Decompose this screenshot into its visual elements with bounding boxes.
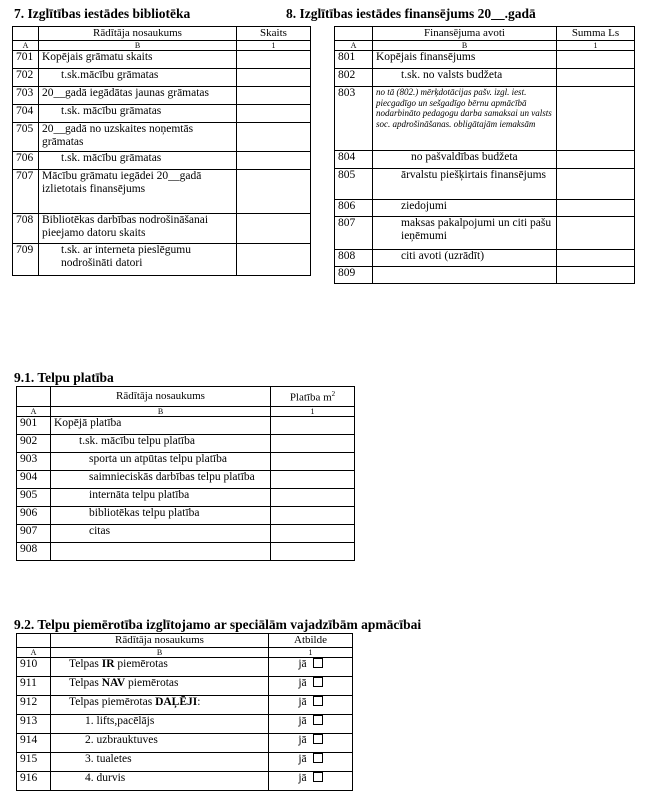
value-cell[interactable] bbox=[237, 51, 311, 69]
section-8-title: 8. Izglītības iestādes finansējums 20__.gadā bbox=[286, 6, 536, 21]
library-table: Rādītāja nosaukums Skaits A B 1 701 Kopējais grāmatu skaits 702 t.sk.mācību grāmatas 703 20__gadā iegādātas jaunas grāmatas 704 t.sk. mācību grāmatas 705 20__gadā no uzskaites noņemtās grāmatas 706 t.sk. mācību grāmatas 707 Mācību grāmatu iegādei 20__gadā izlietotais finansējums 708 Bibliotēkas darbības nodrošināšanai pieejamo datoru skaits 709 t.sk. ar interneta pieslēgumu nodrošināti datori bbox=[12, 26, 311, 276]
table-row: 709 t.sk. ar interneta pieslēgumu nodrošināti datori bbox=[13, 244, 311, 276]
value-cell[interactable] bbox=[271, 471, 355, 489]
col-header-value: Platība $m^2$ bbox=[271, 387, 355, 407]
checkbox[interactable] bbox=[313, 753, 323, 763]
table-row: 702 t.sk.mācību grāmatas bbox=[13, 69, 311, 87]
table-row: 701 Kopējais grāmatu skaits bbox=[13, 51, 311, 69]
value-cell[interactable] bbox=[557, 87, 635, 151]
col-header-name: Rādītāja nosaukums bbox=[39, 27, 237, 41]
table-row: 901 Kopējā platība bbox=[17, 417, 355, 435]
table-row: 916 4. durvis jā bbox=[17, 772, 353, 791]
table-row: 914 2. uzbrauktuves jā bbox=[17, 734, 353, 753]
col-header-name: Finansējuma avoti bbox=[373, 27, 557, 41]
table-row: 805 ārvalstu piešķirtais finansējums bbox=[335, 169, 635, 200]
col-header-value: Summa Ls bbox=[557, 27, 635, 41]
checkbox[interactable] bbox=[313, 734, 323, 744]
value-cell[interactable] bbox=[237, 244, 311, 276]
value-cell[interactable] bbox=[237, 152, 311, 170]
table-row: 801 Kopējais finansējums bbox=[335, 51, 635, 69]
value-cell[interactable] bbox=[237, 105, 311, 123]
value-cell[interactable] bbox=[237, 170, 311, 214]
section-7-title: 7. Izglītības iestādes bibliotēka bbox=[14, 6, 191, 21]
table-row: 902 t.sk. mācību telpu platība bbox=[17, 435, 355, 453]
col-header-value: Skaits bbox=[237, 27, 311, 41]
table-row: 704 t.sk. mācību grāmatas bbox=[13, 105, 311, 123]
table-row: 905 internāta telpu platība bbox=[17, 489, 355, 507]
value-cell[interactable] bbox=[271, 489, 355, 507]
table-row: 708 Bibliotēkas darbības nodrošināšanai pieejamo datoru skaits bbox=[13, 214, 311, 244]
value-cell[interactable] bbox=[237, 123, 311, 152]
table-row: 707 Mācību grāmatu iegādei 20__gadā izlietotais finansējums bbox=[13, 170, 311, 214]
value-cell[interactable] bbox=[557, 200, 635, 217]
value-cell[interactable] bbox=[237, 87, 311, 105]
table-row: 906 bibliotēkas telpu platība bbox=[17, 507, 355, 525]
value-cell[interactable] bbox=[557, 250, 635, 267]
value-cell[interactable] bbox=[271, 435, 355, 453]
table-row: 904 saimnieciskās darbības telpu platība bbox=[17, 471, 355, 489]
section-91-title: 9.1. Telpu platība bbox=[14, 370, 114, 385]
col-header-name: Rādītāja nosaukums bbox=[51, 634, 269, 648]
table-row: 911 Telpas NAV piemērotas jā bbox=[17, 677, 353, 696]
value-cell[interactable] bbox=[557, 69, 635, 87]
table-row: 915 3. tualetes jā bbox=[17, 753, 353, 772]
value-cell[interactable] bbox=[557, 267, 635, 284]
suitability-table: Rādītāja nosaukums Atbilde A B 1 910 Telpas IR piemērotas jā 911 Telpas NAV piemērotas jā 912 Telpas piemērotas DAĻĒJI: jā 913 1. lifts,pacēlājs jā 914 2. uzbrauktuves jā 915 3. tualetes jā 916 4. durvis jā bbox=[16, 633, 353, 791]
table-row: 912 Telpas piemērotas DAĻĒJI: jā bbox=[17, 696, 353, 715]
value-cell[interactable] bbox=[557, 169, 635, 200]
value-cell[interactable] bbox=[271, 507, 355, 525]
value-cell[interactable] bbox=[557, 51, 635, 69]
value-cell[interactable] bbox=[271, 453, 355, 471]
table-row: 705 20__gadā no uzskaites noņemtās grāmatas bbox=[13, 123, 311, 152]
table-row: 703 20__gadā iegādātas jaunas grāmatas bbox=[13, 87, 311, 105]
table-row: 808 citi avoti (uzrādīt) bbox=[335, 250, 635, 267]
table-row: 908 bbox=[17, 543, 355, 561]
section-92-title: 9.2. Telpu piemērotība izglītojamo ar speciālām vajadzībām apmācībai bbox=[14, 617, 422, 632]
value-cell[interactable] bbox=[237, 69, 311, 87]
value-cell[interactable] bbox=[237, 214, 311, 244]
table-row: 807 maksas pakalpojumi un citi pašu ieņēmumi bbox=[335, 217, 635, 250]
table-row: 913 1. lifts,pacēlājs jā bbox=[17, 715, 353, 734]
area-table: Rādītāja nosaukums Platība $m^2$ A B 1 901 Kopējā platība 902 t.sk. mācību telpu platība 903 sporta un atpūtas telpu platība 904 saimnieciskās darbības telpu platība 905 internāta telpu platība 906 bibliotēkas telpu platība 907 citas 908 bbox=[16, 386, 355, 561]
checkbox[interactable] bbox=[313, 696, 323, 706]
table-row: 910 Telpas IR piemērotas jā bbox=[17, 658, 353, 677]
col-header-value: Atbilde bbox=[269, 634, 353, 648]
col-header-name: Rādītāja nosaukums bbox=[51, 387, 271, 407]
financing-table: Finansējuma avoti Summa Ls A B 1 801 Kopējais finansējums 802 t.sk. no valsts budžeta 803 no tā (802.) mērķdotācijas pašv. izgl. iest. piecgadīgo un sešgadīgo bērnu apmācībā nodarbināto pedagogu darba samaksai un valsts soc. apdrošināšanas. obligātajām iemaksām 804 no pašvaldības budžeta 805 ārvalstu piešķirtais finansējums 806 ziedojumi 807 maksas pakalpojumi un citi pašu ieņēmumi 808 citi avoti (uzrādīt) 809 bbox=[334, 26, 635, 284]
value-cell[interactable] bbox=[271, 543, 355, 561]
value-cell[interactable] bbox=[557, 151, 635, 169]
checkbox[interactable] bbox=[313, 658, 323, 668]
table-row: 802 t.sk. no valsts budžeta bbox=[335, 69, 635, 87]
checkbox[interactable] bbox=[313, 677, 323, 687]
value-cell[interactable] bbox=[557, 217, 635, 250]
value-cell[interactable] bbox=[271, 417, 355, 435]
table-row: 903 sporta un atpūtas telpu platība bbox=[17, 453, 355, 471]
table-row: 706 t.sk. mācību grāmatas bbox=[13, 152, 311, 170]
checkbox[interactable] bbox=[313, 715, 323, 725]
table-row: 806 ziedojumi bbox=[335, 200, 635, 217]
checkbox[interactable] bbox=[313, 772, 323, 782]
table-row: 907 citas bbox=[17, 525, 355, 543]
table-row: 803 no tā (802.) mērķdotācijas pašv. izgl. iest. piecgadīgo un sešgadīgo bērnu apmācībā nodarbināto pedagogu darba samaksai un valsts soc. apdrošināšanas. obligātajām iemaksām bbox=[335, 87, 635, 151]
value-cell[interactable] bbox=[271, 525, 355, 543]
table-row: 809 bbox=[335, 267, 635, 284]
table-row: 804 no pašvaldības budžeta bbox=[335, 151, 635, 169]
